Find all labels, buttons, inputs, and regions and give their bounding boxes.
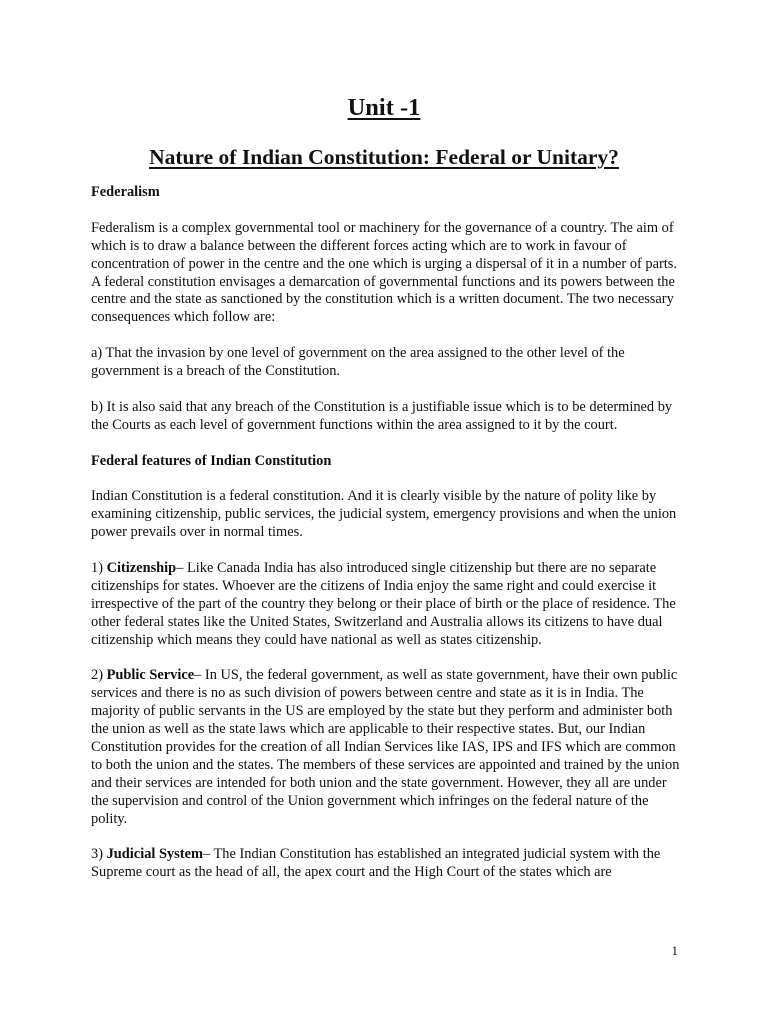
- list-item-term: Public Service: [106, 667, 195, 684]
- page-number: 1: [671, 943, 678, 958]
- list-item-citizenship: [91, 560, 683, 650]
- list-item-term: Judicial System: [106, 846, 203, 863]
- section-heading-federalism: Federalism: [91, 184, 160, 200]
- paragraph-consequence-b: b) It is also said that any breach of the Constitution is a justifiable issue which is to be determined by the Courts as each level of government functions within the area assigned to it by the court.: [91, 398, 673, 433]
- list-item-judicial-system: [91, 846, 683, 882]
- list-item-number: 3): [91, 846, 103, 863]
- paragraph-federal-features-intro: Indian Constitution is a federal constitution. And it is clearly visible by the nature of polity like by examining citizenship, public services, the judicial system, emergency provisions and when the union power prevails over in normal times.: [91, 488, 677, 541]
- section-heading-federal-features: Federal features of Indian Constitution: [91, 452, 332, 469]
- list-item-text: – In US, the federal government, as well as state government, have their own public services and there is no as such division of powers between centre and state as it is in India. The majority of public servants in the US are employed by the state but they perform and administer both the union as well as the state laws which are applicable to their respective states. But, our Indian Constitution provides for the creation of all Indian Services like IAS, IPS and IFS which are common to both the union and the states. The members of these services are appointed and trained by the union and their services are intended for both union and the state government. However, they all are under the supervision and control of the Union government which infringes on the federal nature of the polity.: [91, 667, 680, 827]
- document-body: [91, 182, 683, 900]
- list-item-text: – The Indian Constitution has established an integrated judicial system with the Supreme court as the head of all, the apex court and the High Court of the states which are: [91, 846, 661, 881]
- list-item-public-service: [91, 667, 683, 828]
- unit-title: Unit -1: [347, 94, 421, 121]
- paragraph-federalism-definition: Federalism is a complex governmental tool or machinery for the governance of a country. The aim of which is to draw a balance between the different forces acting which are to work in favour of concentration of power in the centre and the one which is urging a dispersal of it in a number of parts. A federal constitution envisages a demarcation of governmental functions and its powers between the centre and the state as sanctioned by the constitution which is a written document. The two necessary consequences which follow are:: [91, 219, 677, 326]
- document-title: Nature of Indian Constitution: Federal or Unitary?: [149, 145, 619, 169]
- paragraph-consequence-a: a) That the invasion by one level of government on the area assigned to the other level of the government is a breach of the Constitution.: [91, 345, 625, 380]
- list-item-term: Citizenship: [106, 559, 177, 576]
- list-item-number: 1): [91, 559, 103, 576]
- list-item-number: 2): [91, 667, 103, 684]
- list-item-text: – Like Canada India has also introduced single citizenship but there are no separate citizenships for states. Whoever are the citizens of India enjoy the same right and could exercise it irrespective of the part of the country they belong or their place of birth or the place of residence. The other federal states like the United States, Switzerland and Australia allows its citizens to have dual citizenship which means they could have national as well as states citizenship.: [91, 559, 676, 648]
